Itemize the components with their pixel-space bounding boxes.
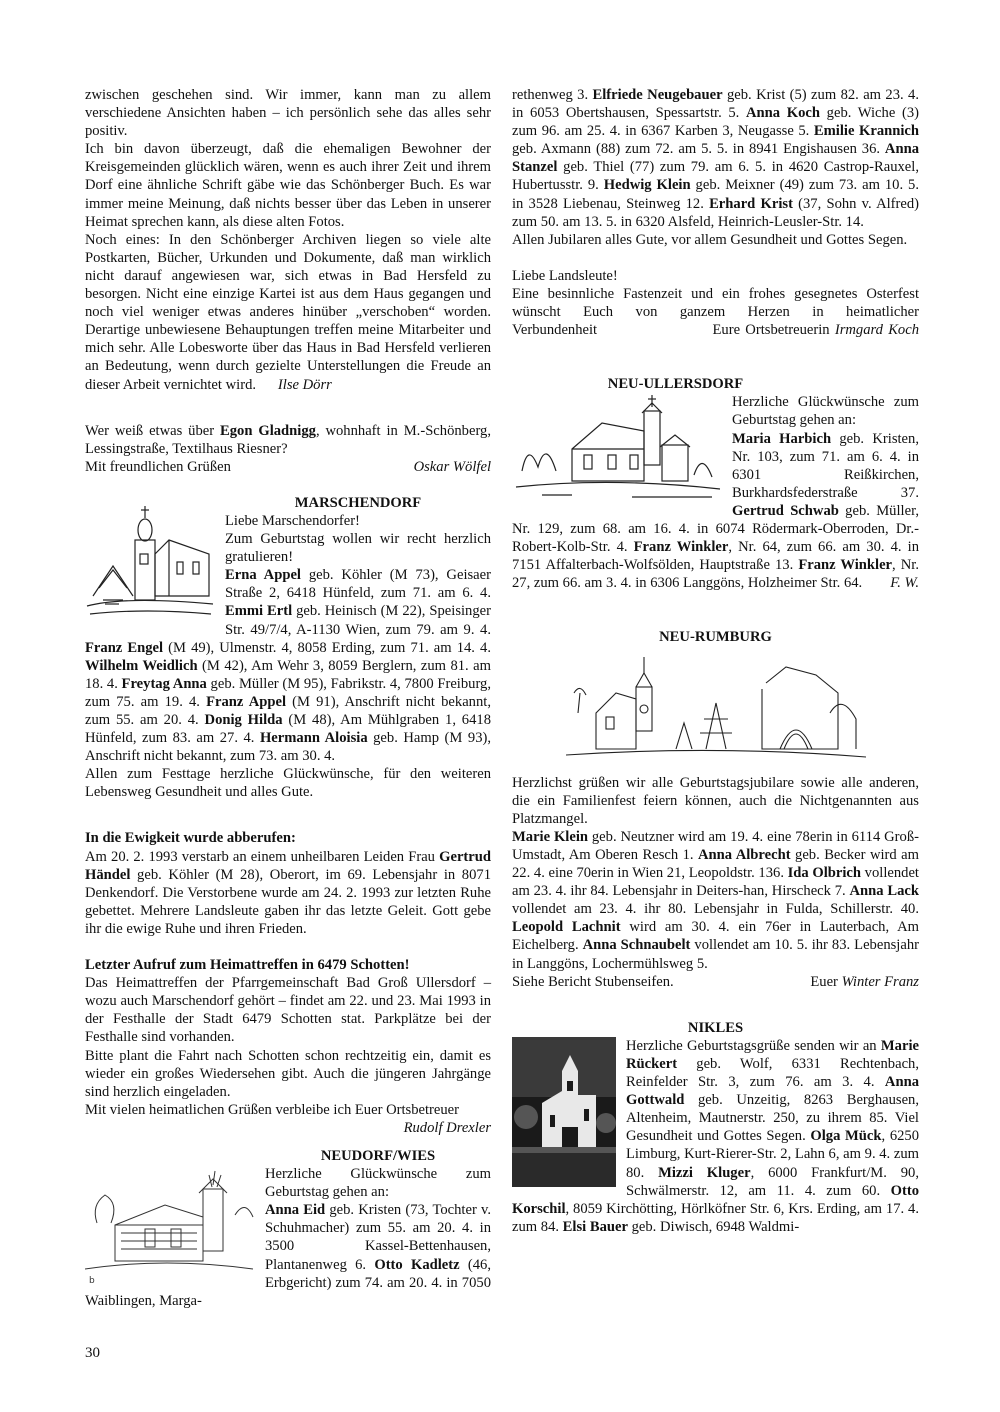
birthday-name: Anna Lack [849, 883, 919, 900]
birthday-name: Franz Appel [206, 693, 286, 710]
birthday-details: geb. Köhler (M 73), Geisaer Straße 2, 6418 Hünfeld, zum 71. am 6. 4. [225, 567, 491, 602]
birthday-name: Franz Winkler [798, 557, 893, 574]
birthday-name: Emilie Krannich [813, 123, 919, 140]
birthday-name: Marie Klein [512, 828, 589, 845]
section-neu-rumburg [512, 628, 919, 990]
birthday-name: Emmi Ertl [225, 603, 293, 620]
birthday-details: geb. Thiel (77) zum 79. am 6. 5. in 4620 Castrop-Rauxel, Hubertusstr. 9. [512, 159, 919, 194]
birthday-details: vollendet am 23. 4. ihr 84. Lebensjahr in Deiters-han, Hirscheck 7. [512, 865, 919, 900]
aufruf-title: Letzter Aufruf zum Heimattreffen in 6479 Schotten! [85, 957, 410, 974]
rumburg-signature [810, 973, 919, 991]
page-number: 30 [85, 1345, 100, 1361]
section-marschendorf [85, 494, 491, 802]
birthday-name: Hermann Aloisia [259, 730, 368, 747]
ewigkeit-name: Gertrud Händel [85, 848, 491, 883]
intro-signature: Ilse Dörr [277, 376, 332, 393]
birthday-details: , 8059 Kirchötting, Hörlköfner Str. 6, Krs. Erding, am 17. 4. zum 84. [512, 1200, 919, 1235]
query-name: Egon Gladnigg [220, 422, 316, 439]
easter-paragraph [512, 285, 919, 339]
birthday-details: , 6000 Frankfurt/M. 90, Schwälmerstr. 12, am 11. 4. zum 60. [626, 1164, 919, 1199]
birthday-name: Anna Stanzel [512, 141, 919, 176]
intro-paragraph-3-text: Noch eines: In den Schönberger Archiven liegen so viele alte Postkarten, Bücher, Urkunden und Dokumente, daß man wirklich nicht darauf angewiesen war, sich etwas in Bad Hersfeld zu besorgen. Nicht eine einzige Kartei ist aus dem Haus gegangen und noch viel weniger etwas anderes hinüber „verschoben“ worden. Derartige unbewiesene Behauptungen treffen meine Mitarbeiter und mich sehr. Alle Lobesworte über das Haus in Bad Hersfeld verlieren an Bedeutung, wenn durch gezielte Unterstellungen die Freude an dieser Arbeit vernichtet wird. [85, 231, 491, 393]
birthday-details: vollendet am 23. 4. ihr 80. Lebensjahr in Fulda, Schillerstr. 40. [512, 901, 919, 918]
intro-paragraph-3 [85, 231, 491, 394]
section-neu-ullersdorf [512, 375, 919, 592]
birthday-details: (37, Sohn v. Alfred) zum 50. am 13. 5. in 6320 Alsfeld, Heinrich-Leusler-Str. 14. [512, 195, 920, 230]
rumburg-title: NEU-RUMBURG [659, 629, 772, 646]
nikles-intro: Herzliche Geburtstagsgrüße senden wir an [626, 1037, 881, 1054]
birthday-details: , Nr. 64, zum 66. am 30. 4. in 7151 Affalterbach-Wolfsölden, Hauptstraße 13. [512, 539, 920, 574]
marschendorf-church-illustration [85, 496, 215, 624]
ullersdorf-intro: Herzliche Glückwünsche zum Geburtstag gehen an: [732, 394, 919, 429]
birthday-details: geb. Krist (5) zum 82. am 23. 4. in 6053 Obertshausen, Spessartstr. 5. [512, 87, 920, 122]
ewigkeit-pre: Am 20. 2. 1993 verstarb an einem unheilbaren Leiden Frau [85, 848, 440, 865]
intro-paragraph-2: Ich bin davon überzeugt, daß die ehemaligen Bewohner der Kreisgemeinden glücklich wären, wenn es auch ihrer Zeit und ihrem Dorf eine ähnliche Schrift gäbe wie das Schönberger Buch. Es war immer meine Meinung, daß nichts besser über das Leben in unserer Heimat sprechen kann, als diese alten Fotos. [85, 141, 491, 230]
ullersdorf-signature: F. W. [890, 575, 919, 592]
query-closing: Mit freundlichen Grüßen [85, 458, 231, 475]
birthday-details: geb. Becker wird am 22. 4. eine 70erin in Wien 21, Leopoldstr. 136. [512, 847, 919, 882]
birthday-name: Freytag Anna [121, 675, 207, 692]
birthday-name: Anna Gottwald [626, 1074, 919, 1109]
birthday-details: geb. Wiche (3) zum 96. am 25. 4. in 6367 Karben 3, Neugasse 5. [512, 105, 919, 140]
section-neudorf [85, 1147, 491, 1310]
marschendorf-title: MARSCHENDORF [294, 494, 422, 511]
birthday-name: Anna Koch [746, 105, 820, 122]
birthday-name: Mizzi Kluger [658, 1164, 751, 1181]
birthday-details: , Nr. 27, zum 66. am 3. 4. in 6306 Langgöns, Holzheimer Str. 64. [512, 557, 919, 592]
birthday-name: Erhard Krist [709, 195, 793, 212]
birthday-details: (M 91), Anschrift nicht bekannt, zum 55. am 20. 4. [85, 693, 491, 728]
birthday-name: Olga Mück [810, 1128, 882, 1145]
easter-signature-name: Irmgard Koch [834, 322, 920, 339]
birthday-name: Hedwig Klein [603, 177, 691, 194]
aufruf-signature: Rudolf Drexler [403, 1119, 491, 1136]
section-ewigkeit [85, 829, 491, 938]
birthday-details: , 6250 Limburg, Kurt-Rierer-Str. 2, Lahn 6, am 9. 4. zum 80. [626, 1128, 919, 1181]
birthday-name: Leopold Lachnit [512, 919, 621, 936]
birthday-name: Marie Rückert [626, 1037, 919, 1072]
birthday-details: vollendet am 10. 5. ihr 83. Lebensjahr in Langgöns, Lochermühlsweg 5. [512, 937, 919, 972]
aufruf-paragraph-1: Das Heimattreffen der Pfarrgemeinschaft Bad Groß Ullersdorf – wozu auch Marschendorf gehört – findet am 22. und 23. Mai 1993 in der Festhalle der Stadt 6479 Schotten stat. Parkplätze bei der Festhalle sind vorhanden. [85, 975, 491, 1046]
rumburg-birthday-list [512, 828, 919, 973]
birthday-name: Erna Appel [225, 567, 301, 584]
birthday-details: geb. Wolf, 6331 Rechtenbach, Reinfelder Str. 3, zum 76. am 3. 4. [626, 1055, 919, 1091]
neudorf-church-illustration [85, 1165, 255, 1287]
ewigkeit-paragraph [85, 848, 491, 938]
right-column [512, 86, 919, 1236]
query-paragraph [85, 422, 491, 458]
birthday-details: geb. Heinisch (M 22), Speisinger Str. 49/7/4, A-1130 Wien, zum 79. am 9. 4. [225, 603, 491, 638]
ewigkeit-post: geb. Köhler (M 28), Oberort, im 69. Lebensjahr in 8071 Denkendorf. Die Verstorbene wurde am 24. 2. 1993 zur letzten Ruhe gebettet. Mehrere Landsleute gaben ihr das letzte Geleit. Gott gebe ihr die ewige Ruhe und ihren Frieden. [85, 866, 491, 937]
rumburg-signature-name: Winter Franz [841, 973, 919, 990]
aufruf-paragraph-2: Bitte plant die Fahrt nach Schotten schon rechtzeitig ein, damit es wieder ein großes Wiedersehen gibt. Auch die jüngeren Jahrgänge sind herzlich eingeladen. [85, 1047, 491, 1100]
intro-paragraph-1: zwischen geschehen sind. Wir immer, kann man zu allem verschiedene Ansichten haben – ich persönlich sehe das alles sehr positiv. [85, 87, 491, 140]
query-post: , wohnhaft in M.-Schönberg, Lessingstraße, Textilhaus Riesner? [85, 422, 491, 457]
birthday-details: geb. Kristen, Nr. 103, zum 71. am 6. 4. in 6301 Reißkirchen, Burkhardsfederstraße 37. [732, 430, 919, 501]
birthday-name: Elsi Bauer [562, 1218, 628, 1235]
neudorf-intro: Herzliche Glückwünsche zum Geburtstag gehen an: [265, 1166, 491, 1201]
rumburg-intro: Herzlichst grüßen wir alle Geburtstagsjubilare sowie alle anderen, die ein Familienfest feiern können, auch die Nichtgenannten aus Platzmangel. [512, 774, 919, 827]
section-aufruf [85, 956, 491, 1137]
rumburg-signature-pre: Euer [810, 973, 842, 990]
birthday-name: Ida Olbrich [787, 865, 862, 882]
birthday-details: geb. Kristen (73, Tochter v. Schuhmacher) zum 55. am 20. 4. in 3500 Kassel-Bettenhausen, Plantanenweg 6. [265, 1202, 491, 1273]
birthday-details: (M 49), Ulmenstr. 4, 8058 Erding, zum 71. am 14. 4. [163, 639, 491, 656]
birthday-name: Donig Hilda [204, 712, 283, 728]
left-column [85, 86, 491, 1310]
section-nikles [512, 1019, 919, 1236]
continued-wish: Allen Jubilaren alles Gute, vor allem Gesundheit und Gottes Segen. [512, 231, 908, 248]
birthday-name: Otto Korschil [512, 1182, 919, 1217]
svg-text:b: b [89, 1275, 95, 1286]
easter-signature-pre: Eure Ortsbetreuerin [712, 322, 835, 339]
marschendorf-intro: Zum Geburtstag wollen wir recht herzlich gratulieren! [225, 531, 491, 566]
birthday-details: geb. Hamp (M 93), Anschrift nicht bekannt, zum 73. am 30. 4. [85, 730, 492, 765]
birthday-details: geb. Neutzner wird am 19. 4. eine 78erin in 6114 Groß-Umstadt, Am Oberen Resch 1. [512, 828, 919, 863]
birthday-details: geb. Axmann (88) zum 72. am 5. 5. in 8941 Engishausen 36. [512, 141, 885, 158]
birthday-details: (M 42), Am Wehr 3, 8059 Berglern, zum 81. am 18. 4. [85, 657, 491, 692]
birthday-details: (M 48), Am Mühlgraben 1, 6418 Hünfeld, zum 83. am 27. 4. [85, 712, 491, 747]
ullersdorf-church-illustration [512, 391, 722, 503]
birthday-details: wird am 30. 4. ein 76er in Lauterbach, Am Eichelberg. [512, 919, 920, 954]
nikles-church-photo [512, 1037, 616, 1187]
birthday-name: Wilhelm Weidlich [85, 657, 198, 674]
birthday-name: Elfriede Neugebauer [592, 87, 723, 103]
birthday-name: Franz Winkler [633, 539, 729, 556]
rumburg-illustration [512, 653, 919, 770]
query-pre: Wer weiß etwas über [85, 422, 221, 439]
marschendorf-wish: Allen zum Festtage herzliche Glückwünsche, für den weiteren Lebensweg Gesundheit und alles Gute. [85, 766, 491, 801]
nikles-title: NIKLES [687, 1019, 744, 1036]
birthday-details: geb. Müller (M 95), Fabrikstr. 4, 7800 Freiburg, zum 75. am 19. 4. [85, 675, 491, 710]
easter-text: Eine besinnliche Fastenzeit und ein frohes gesegnetes Osterfest wünscht Euch von ganzem Herzen in heimatlicher Verbundenheit [512, 285, 919, 339]
query-closing-line [85, 458, 491, 476]
birthday-details: geb. Meixner (49) zum 73. am 10. 5. in 3528 Liebenau, Steinweg 12. [512, 177, 919, 212]
birthday-name: Franz Engel [85, 639, 164, 656]
ullersdorf-title: NEU-ULLERSDORF [607, 376, 744, 393]
rumburg-closing-line [512, 973, 919, 991]
marschendorf-greeting: Liebe Marschendorfer! [225, 512, 360, 529]
birthday-name: Gertrud Schwab [732, 502, 839, 519]
ewigkeit-title: In die Ewigkeit wurde abberufen: [85, 830, 296, 847]
birthday-name: Anna Eid [265, 1202, 326, 1219]
birthday-details: geb. Diwisch, 6948 Waldmi- [627, 1218, 800, 1235]
birthday-details: rethenweg 3. [512, 87, 593, 103]
rumburg-closing: Siehe Bericht Stubenseifen. [512, 973, 674, 990]
landsleute-greeting: Liebe Landsleute! [512, 267, 618, 284]
birthday-name: Maria Harbich [732, 430, 832, 447]
birthday-name: Otto Kadletz [374, 1256, 460, 1273]
birthday-name: Anna Albrecht [698, 847, 791, 863]
aufruf-paragraph-3: Mit vielen heimatlichen Grüßen verbleibe ich Euer Ortsbetreuer [85, 1101, 460, 1118]
birthday-details: geb. Unzeitig, 8263 Berghausen, Altenheim, Mautnerstr. 250, zu ihrem 85. Viel Gesundheit und Gottes Segen. [626, 1092, 919, 1145]
query-signature: Oskar Wölfel [413, 458, 491, 475]
birthday-name: Anna Schnaubelt [582, 937, 691, 954]
neudorf-title: NEUDORF/WIES [320, 1147, 436, 1164]
birthday-details: geb. Müller, Nr. 129, zum 68. am 16. 4. in 6074 Rödermark-Oberroden, Dr.-Robert-Kolb-Str. 4. [512, 502, 919, 556]
continued-birthday-list [512, 86, 919, 231]
birthday-details: (46, Erbgericht) zum 74. am 20. 4. in 7050 Waiblingen, Marga- [85, 1256, 491, 1309]
